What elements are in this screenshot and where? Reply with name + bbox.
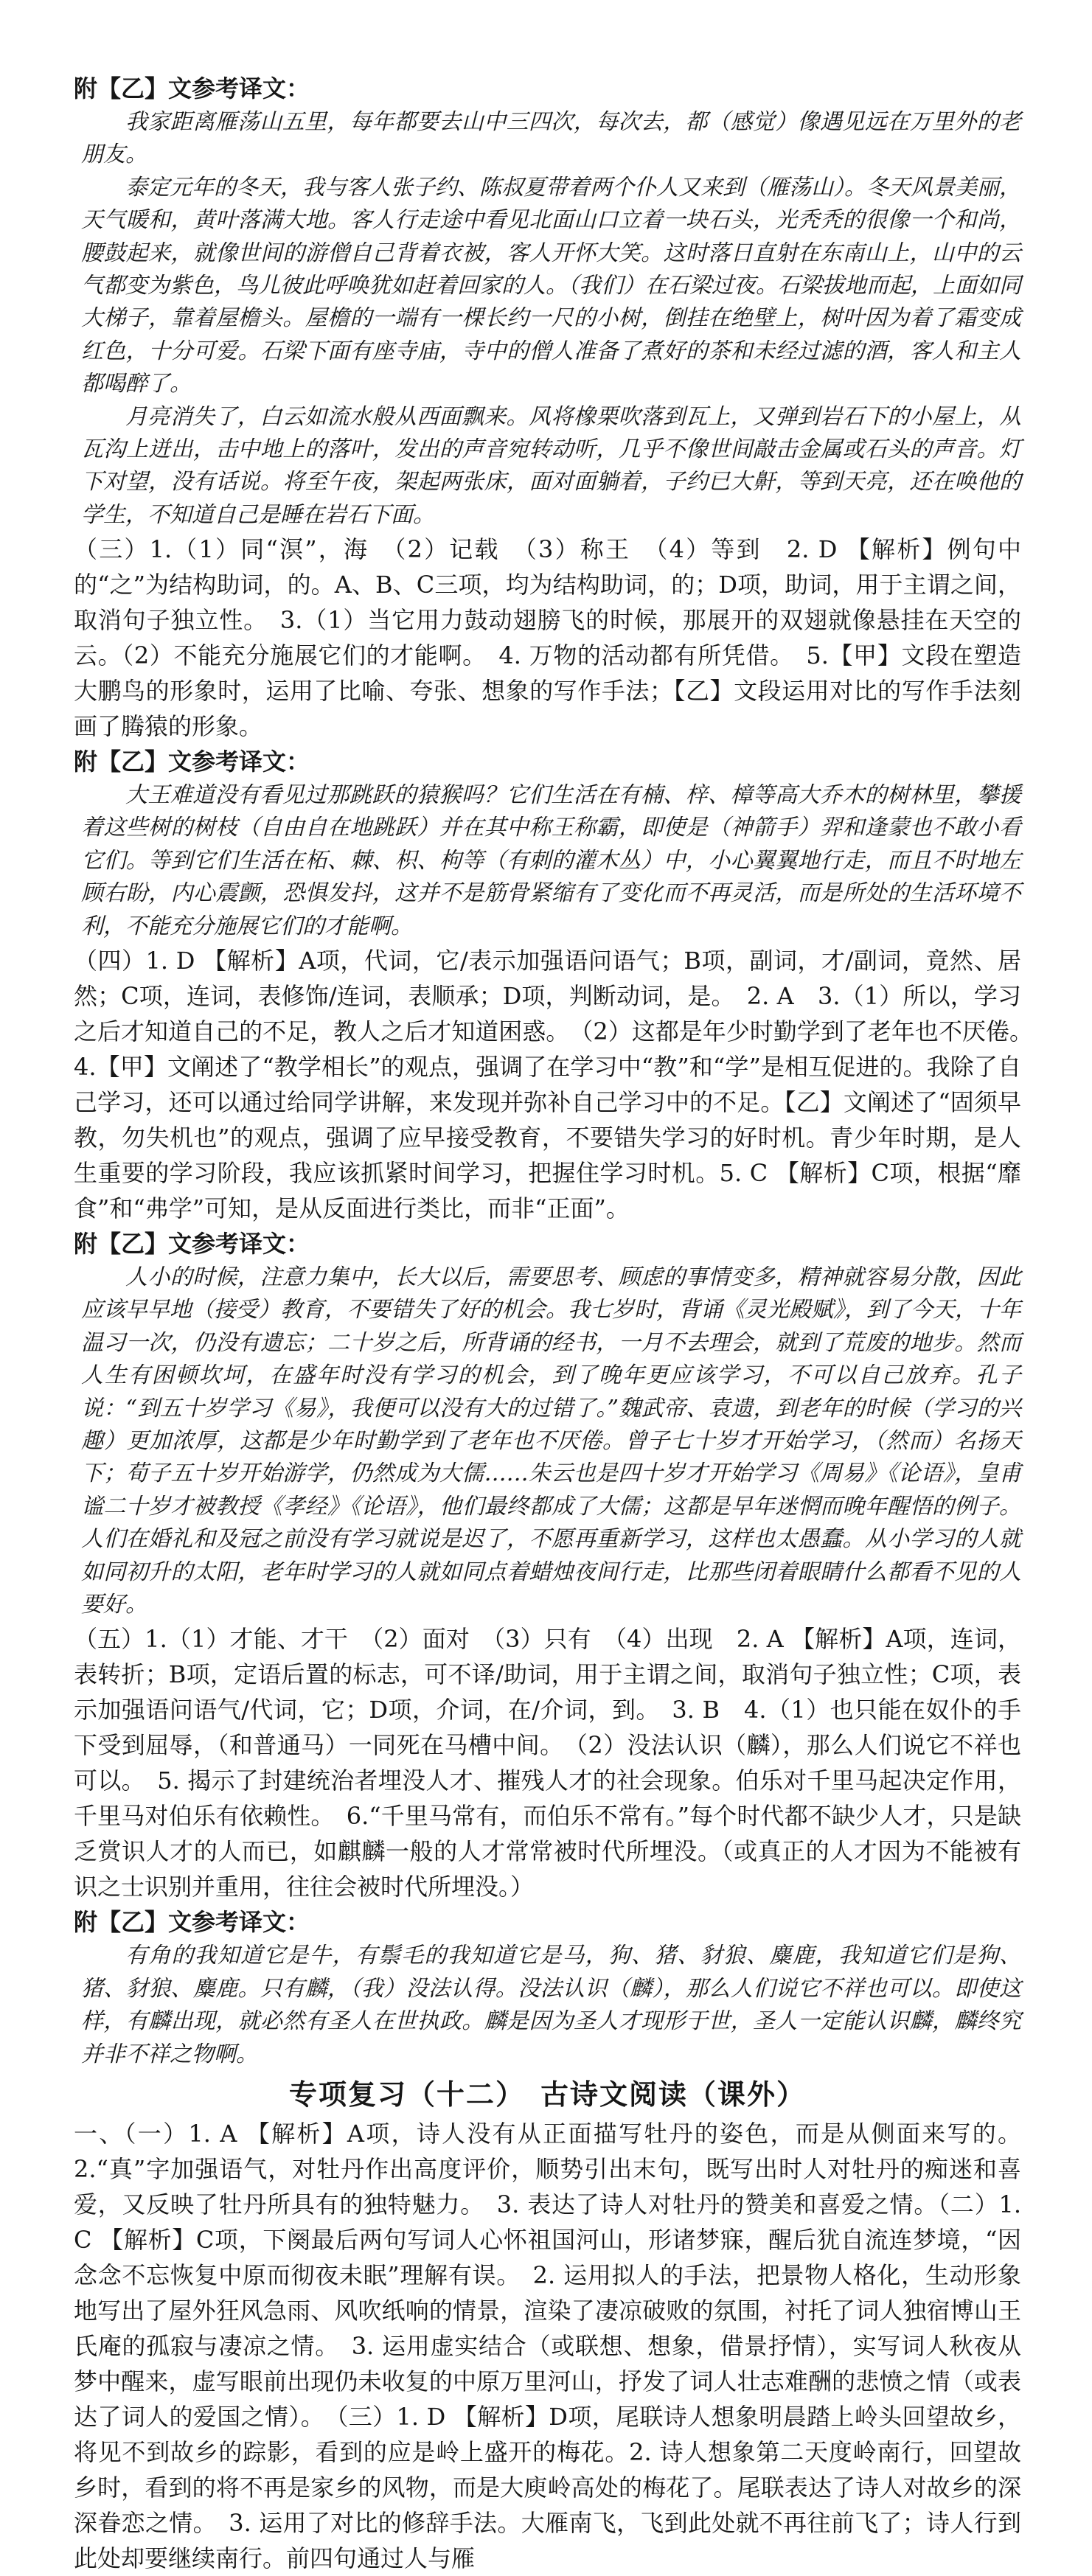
section2-heading: 附【乙】文参考译文：	[74, 748, 310, 776]
section2-answers: （三）1.（1）同“溟”，海 （2）记载 （3）称王 （4）等到 2. D 【解析】例句中的“之”为结构助词，的。A、B、C三项，均为结构助词，的；D项，助词，用于主谓之间，取消句子独立性。 3.（1）当它用力鼓动翅膀飞的时候，那展开的双翅就像悬挂在天空的云。（2）不能充分施展它们的才能啊。 4. 万物的活动都有所凭借。 5.【甲】文段在塑造大鹏鸟的形象时，运用了比喻、夸张、想象的写作手法；【乙】文段运用对比的写作手法刻画了腾猿的形象。	[74, 535, 1021, 741]
section4-answers: （五）1.（1）才能、才干 （2）面对 （3）只有 （4）出现 2. A 【解析】A项，连词，表转折；B项，定语后置的标志，可不译/助词，用于主谓之间，取消句子独立性；C项，表示加强语问语气/代词，它；D项，介词，在/介词，到。 3. B 4.（1）也只能在奴仆的手下受到屈辱，（和普通马）一同死在马槽中间。 （2）没法认识（麟），那么人们说它不祥也可以。 5. 揭示了封建统治者埋没人才、摧残人才的社会现象。伯乐对千里马起决定作用，千里马对伯乐有依赖性。 6.“千里马常有，而伯乐不常有。”每个时代都不缺少人才，只是缺乏赏识人才的人而已，如麒麟一般的人才常常被时代所埋没。（或真正的人才因为不能被有识之士识别并重用，往往会被时代所埋没。）	[74, 1625, 1021, 1901]
section2-translation-p1: 大王难道没有看见过那跳跃的猿猴吗？它们生活在有楠、梓、樟等高大乔木的树林里，攀援着这些树的树枝（自由自在地跳跃）并在其中称王称霸，即使是（神箭手）羿和逢蒙也不敢小看它们。等到它们生活在柘、棘、枳、枸等（有刺的灌木丛）中，小心翼翼地行走，而且不时地左顾右盼，内心震颤，恐惧发抖，这并不是筋骨紧缩有了变化而不再灵活，而是所处的生活环境不利，不能充分施展它们的才能啊。	[81, 782, 1021, 939]
section1-translation-p3: 月亮消失了，白云如流水般从西面飘来。风将橡栗吹落到瓦上，又弹到岩石下的小屋上，从瓦沟上迸出，击中地上的落叶，发出的声音宛转动听，几乎不像世间敲击金属或石头的声音。灯下对望，没有话说。将至午夜，架起两张床，面对面躺着，子约已大鼾，等到天亮，还在唤他的学生，不知道自己是睡在岩石下面。	[81, 403, 1021, 528]
section1-translation-p2: 泰定元年的冬天，我与客人张子约、陈叔夏带着两个仆人又来到（雁荡山）。冬天风景美丽，天气暖和，黄叶落满大地。客人行走途中看见北面山口立着一块石头，光秃秃的很像一个和尚，腰鼓起来，就像世间的游僧自己背着衣被，客人开怀大笑。这时落日直射在东南山上，山中的云气都变为紫色，鸟儿彼此呼唤犹如赶着回家的人。（我们）在石梁过夜。石梁拔地而起，上面如同大梯子，靠着屋檐头。屋檐的一端有一棵长约一尺的小树，倒挂在绝壁上，树叶因为着了霜变成红色，十分可爱。石梁下面有座寺庙，寺中的僧人准备了煮好的茶和未经过滤的酒，客人和主人都喝醉了。	[81, 174, 1021, 397]
section1-heading: 附【乙】文参考译文：	[74, 74, 310, 102]
section3-answers: （四）1. D 【解析】A项，代词，它/表示加强语问语气；B项，副词，才/副词，竟然、居然；C项，连词，表修饰/连词，表顺承；D项，判断动词，是。 2. A 3.（1）所以，学习之后才知道自己的不足，教人之后才知道困惑。 （2）这都是年少时勤学到了老年也不厌倦。 4.【甲】文阐述了“教学相长”的观点，强调了在学习中“教”和“学”是相互促进的。我除了自己学习，还可以通过给同学讲解，来发现并弥补自己学习中的不足。【乙】文阐述了“固须早教，勿失机也”的观点，强调了应早接受教育，不要错失学习的好时机。青少年时期，是人生重要的学习阶段，我应该抓紧时间学习，把握住学习时机。5. C 【解析】C项，根据“靡食”和“弗学”可知，是从反面进行类比，而非“正面”。	[74, 947, 1046, 1223]
section4-heading: 附【乙】文参考译文：	[74, 1908, 310, 1937]
section3-translation-p1: 人小的时候，注意力集中，长大以后，需要思考、顾虑的事情变多，精神就容易分散，因此应该早早地（接受）教育，不要错失了好的机会。我七岁时，背诵《灵光殿赋》，到了今天，十年温习一次，仍没有遗忘；二十岁之后，所背诵的经书，一月不去理会，就到了荒废的地步。然而人生有困顿坎坷，在盛年时没有学习的机会，到了晚年更应该学习，不可以自己放弃。孔子说：“到五十岁学习《易》，我便可以没有大的过错了。”魏武帝、袁遗，到老年的时候（学习的兴趣）更加浓厚，这都是少年时勤学到了老年也不厌倦。曾子七十岁才开始学习，（然而）名扬天下；荀子五十岁开始游学，仍然成为大儒……朱云也是四十岁才开始学习《周易》《论语》，皇甫谧二十岁才被教授《孝经》《论语》，他们最终都成了大儒；这都是早年迷惘而晚年醒悟的例子。人们在婚礼和及冠之前没有学习就说是迟了，不愿再重新学习，这样也太愚蠢。从小学习的人就如同初升的太阳，老年时学习的人就如同点着蜡烛夜间行走，比那些闭着眼睛什么都看不见的人要好。	[81, 1264, 1021, 1618]
section4-translation-p1: 有角的我知道它是牛，有鬃毛的我知道它是马，狗、猪、豺狼、麋鹿，我知道它们是狗、猪、豺狼、麋鹿。只有麟，（我）没法认得。没法认识（麟），那么人们说它不祥也可以。即使这样，有麟出现，就必然有圣人在世执政。麟是因为圣人才现形于世，圣人一定能认识麟，麟终究并非不祥之物啊。	[81, 1943, 1021, 2067]
section-title: 专项复习（十二） 古诗文阅读（课外）	[288, 2078, 806, 2111]
section1-translation-p1: 我家距离雁荡山五里，每年都要去山中三四次，每次去，都（感觉）像遇见远在万里外的老朋友。	[81, 109, 1021, 168]
section3-heading: 附【乙】文参考译文：	[74, 1230, 310, 1259]
section5-answers: 一、（一）1. A 【解析】A项，诗人没有从正面描写牡丹的姿色，而是从侧面来写的。2.“真”字加强语气，对牡丹作出高度评价，顺势引出末句，既写出时人对牡丹的痴迷和喜爱，又反映了牡丹所具有的独特魅力。 3. 表达了诗人对牡丹的赞美和喜爱之情。（二）1. C 【解析】C项，下阕最后两句写词人心怀祖国河山，形诸梦寐，醒后犹自流连梦境，“因念念不忘恢复中原而彻夜未眠”理解有误。 2. 运用拟人的手法，把景物人格化，生动形象地写出了屋外狂风急雨、风吹纸响的情景，渲染了凄凉破败的氛围，衬托了词人独宿博山王氏庵的孤寂与凄凉之情。 3. 运用虚实结合（或联想、想象，借景抒情），实写词人秋夜从梦中醒来，虚写眼前出现仍未收复的中原万里河山，抒发了词人壮志难酬的悲愤之情（或表达了词人的爱国之情）。 （三）1. D 【解析】D项，尾联诗人想象明晨踏上岭头回望故乡，将见不到故乡的踪影，看到的应是岭上盛开的梅花。2. 诗人想象第二天度岭南行，回望故乡时，看到的将不再是家乡的风物，而是大庾岭高处的梅花了。尾联表达了诗人对故乡的深深眷恋之情。 3. 运用了对比的修辞手法。大雁南飞，飞到此处就不再往前飞了；诗人行到此处却要继续南行。前四句通过人与雁	[74, 2119, 1021, 2572]
